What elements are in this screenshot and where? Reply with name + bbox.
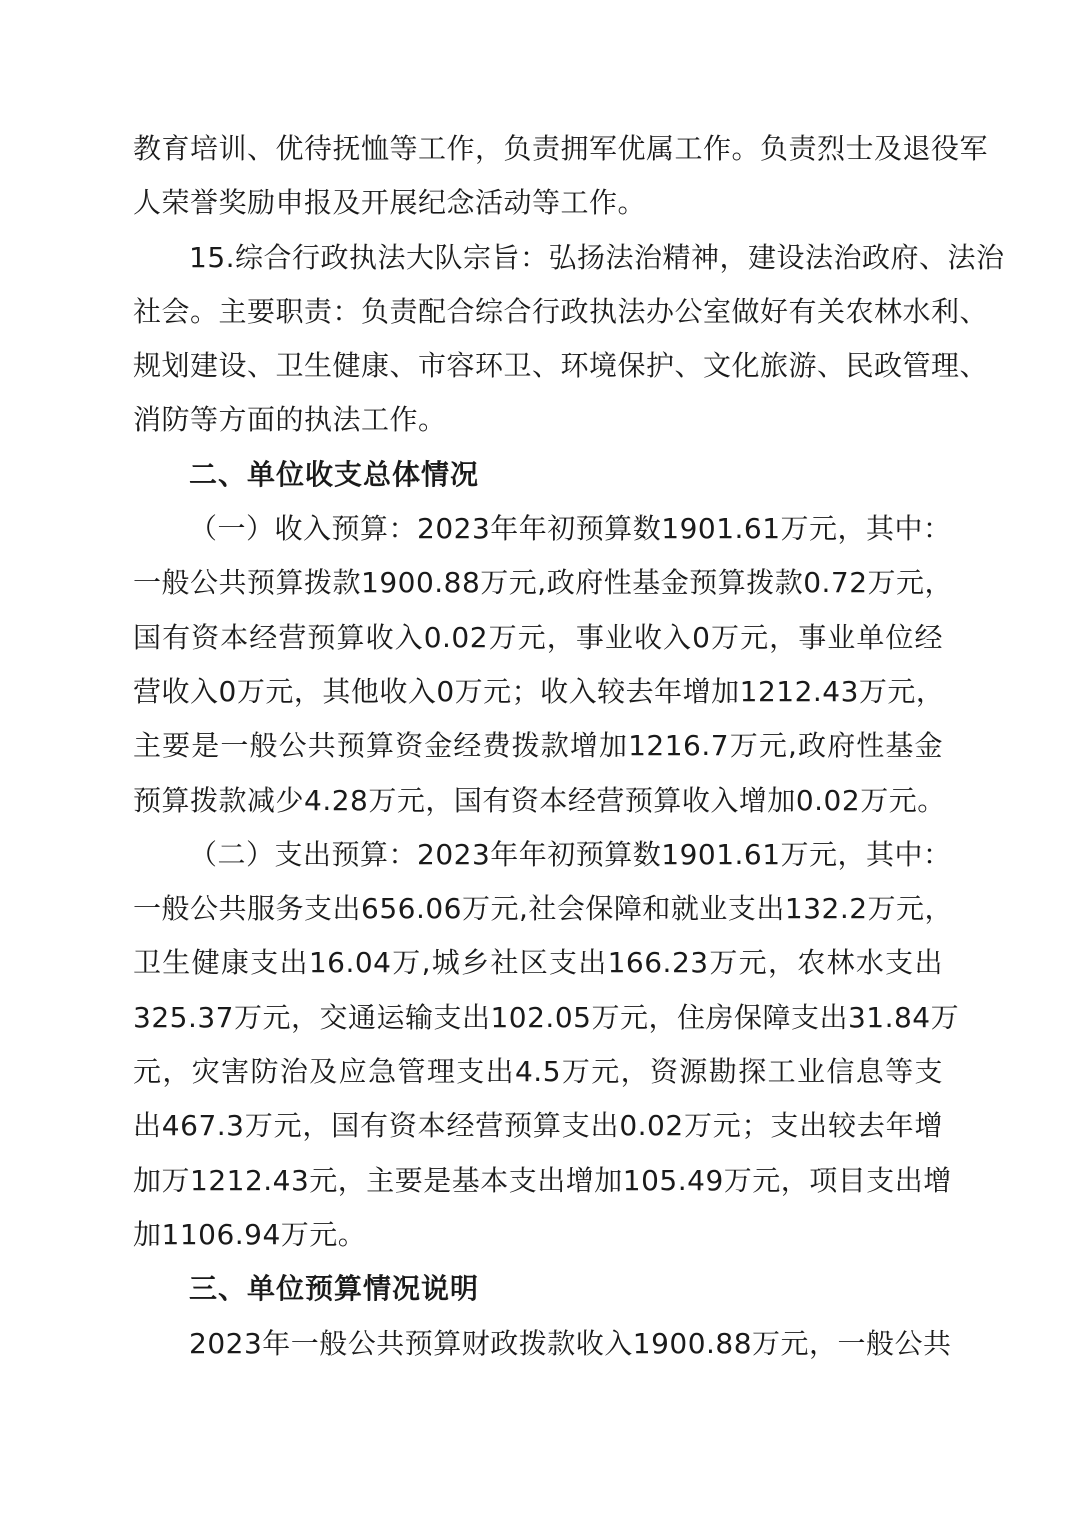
section-heading: 三、单位预算情况说明 xyxy=(189,1272,480,1306)
paragraph-expenditure-budget xyxy=(133,828,960,1262)
text-line: 国有资本经营预算收入0.02万元，事业收入0万元，事业单位经 xyxy=(133,620,943,654)
paragraph-income-budget xyxy=(133,502,954,828)
text-line: 规划建设、卫生健康、市容环卫、环境保护、文化旅游、民政管理、 xyxy=(133,349,989,383)
text-line: 一般公共预算拨款1900.88万元,政府性基金预算拨款0.72万元， xyxy=(133,566,954,600)
paragraph-section-3-body xyxy=(133,1317,952,1371)
text-line: 主要是一般公共预算资金经费拨款增加1216.7万元,政府性基金 xyxy=(133,729,943,763)
text-line: 2023年一般公共预算财政拨款收入1900.88万元，一般公共 xyxy=(189,1326,952,1360)
text-line: 卫生健康支出16.04万,城乡社区支出166.23万元，农林水支出 xyxy=(133,946,943,980)
text-line: 社会。主要职责：负责配合综合行政执法办公室做好有关农林水利、 xyxy=(133,294,989,328)
section-heading: 二、单位收支总体情况 xyxy=(189,457,480,491)
document-page xyxy=(133,122,1005,1371)
text-line: 出467.3万元，国有资本经营预算支出0.02万元；支出较去年增 xyxy=(133,1109,943,1143)
text-line: （二）支出预算：2023年年初预算数1901.61万元，其中： xyxy=(189,837,952,871)
text-line: 人荣誉奖励申报及开展纪念活动等工作。 xyxy=(133,186,647,220)
paragraph-duties-15 xyxy=(133,231,1005,448)
paragraph-duties-14-cont xyxy=(133,122,989,231)
text-line: （一）收入预算：2023年年初预算数1901.61万元，其中： xyxy=(189,512,952,546)
text-line: 预算拨款减少4.28万元，国有资本经营预算收入增加0.02万元。 xyxy=(133,783,946,817)
text-line: 加万1212.43元，主要是基本支出增加105.49万元，项目支出增 xyxy=(133,1163,952,1197)
text-line: 325.37万元，交通运输支出102.05万元，住房保障支出31.84万 xyxy=(133,1000,960,1034)
text-line: 营收入0万元，其他收入0万元；收入较去年增加1212.43万元， xyxy=(133,674,945,708)
text-line: 一般公共服务支出656.06万元,社会保障和就业支出132.2万元， xyxy=(133,892,954,926)
text-line: 教育培训、优待抚恤等工作，负责拥军优属工作。负责烈士及退役军 xyxy=(133,132,989,165)
text-line: 消防等方面的执法工作。 xyxy=(133,403,447,437)
text-line: 15.综合行政执法大队宗旨：弘扬法治精神，建设法治政府、法治 xyxy=(189,240,1005,274)
text-line: 元，灾害防治及应急管理支出4.5万元，资源勘探工业信息等支 xyxy=(133,1055,943,1089)
text-line: 加1106.94万元。 xyxy=(133,1217,367,1251)
